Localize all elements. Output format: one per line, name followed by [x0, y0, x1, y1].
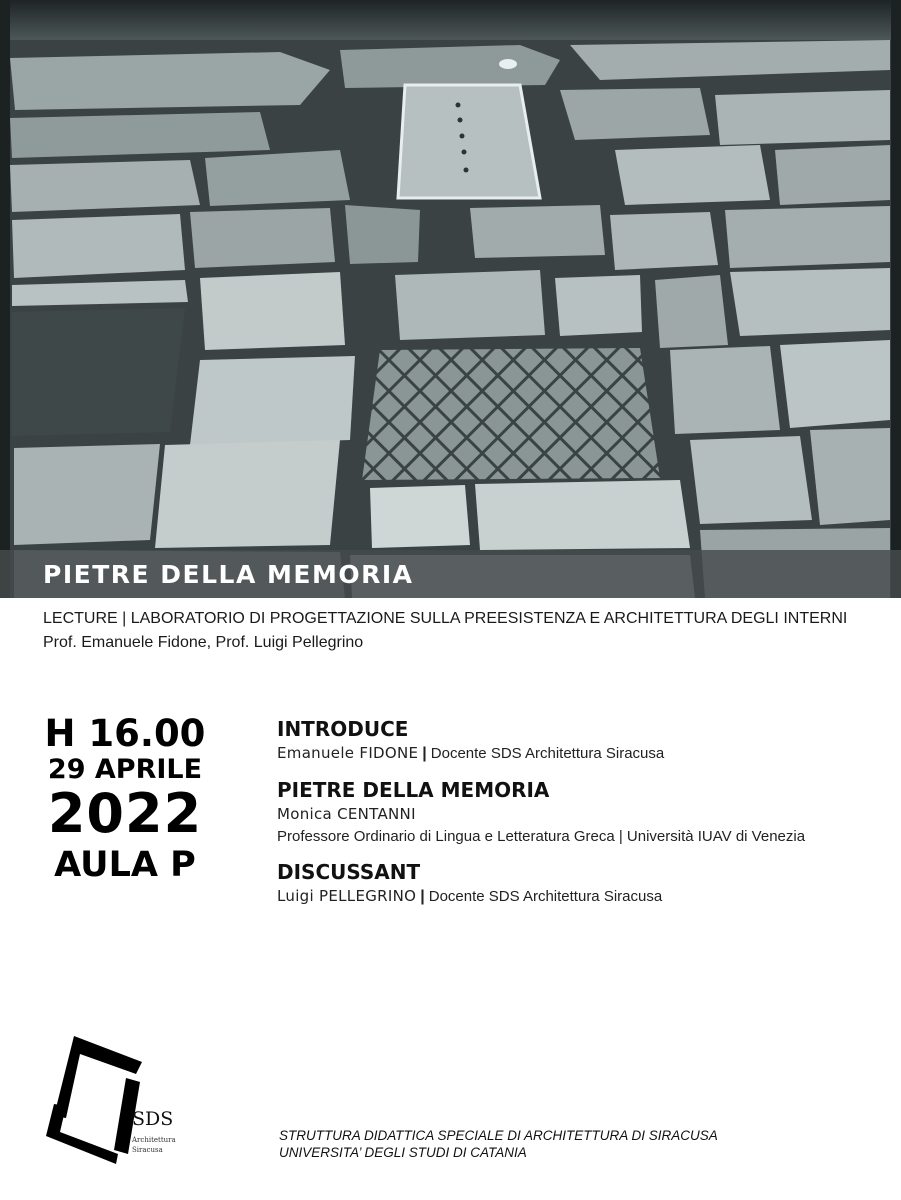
person-line — [277, 885, 877, 908]
event-year: 2022 — [47, 782, 203, 845]
footer-line: UNIVERSITA’ DEGLI STUDI DI CATANIA — [279, 1145, 527, 1160]
person-detail: Professore Ordinario di Lingua e Letteratura Greca | Università IUAV di Venezia — [277, 828, 806, 845]
section-heading: INTRODUCE — [277, 717, 409, 741]
event-time: H 16.00 — [44, 712, 206, 755]
professors-line: Prof. Emanuele Fidone, Prof. Luigi Pellegrino — [43, 634, 364, 651]
event-room: AULA P — [54, 845, 196, 885]
person-name: Monica CENTANNI — [277, 805, 416, 823]
separator: | — [420, 888, 425, 905]
person-name: Luigi PELLEGRINO — [277, 887, 417, 905]
event-day: 29 APRILE — [47, 754, 203, 785]
program — [277, 716, 877, 920]
section-heading: DISCUSSANT — [277, 860, 421, 884]
person-line — [277, 742, 877, 765]
logo-subtitle: Siracusa — [132, 1146, 163, 1154]
section-heading: PIETRE DELLA MEMORIA — [277, 778, 550, 802]
poster-title: PIETRE DELLA MEMORIA — [43, 560, 414, 589]
footer — [279, 1127, 718, 1161]
lecture-line: LECTURE | LABORATORIO DI PROGETTAZIONE SULLA PREESISTENZA E ARCHITETTURA DEGLI INTERNI — [43, 610, 848, 627]
date-block — [30, 712, 220, 886]
person-name: Emanuele FIDONE — [277, 744, 419, 762]
section-talk — [277, 777, 877, 847]
header-photo — [0, 0, 901, 598]
footer-line: STRUTTURA DIDATTICA SPECIALE DI ARCHITETTURA DI SIRACUSA — [279, 1128, 718, 1143]
stone-pavement-image — [0, 0, 901, 598]
section-discussant — [277, 859, 877, 908]
section-introduce — [277, 716, 877, 765]
separator: | — [422, 745, 427, 762]
logo-subtitle: Architettura — [132, 1136, 176, 1144]
person-role: Docente SDS Architettura Siracusa — [428, 888, 663, 905]
person-role: Docente SDS Architettura Siracusa — [430, 745, 665, 762]
person-line — [277, 803, 877, 826]
logo-name: SDS — [132, 1108, 174, 1130]
